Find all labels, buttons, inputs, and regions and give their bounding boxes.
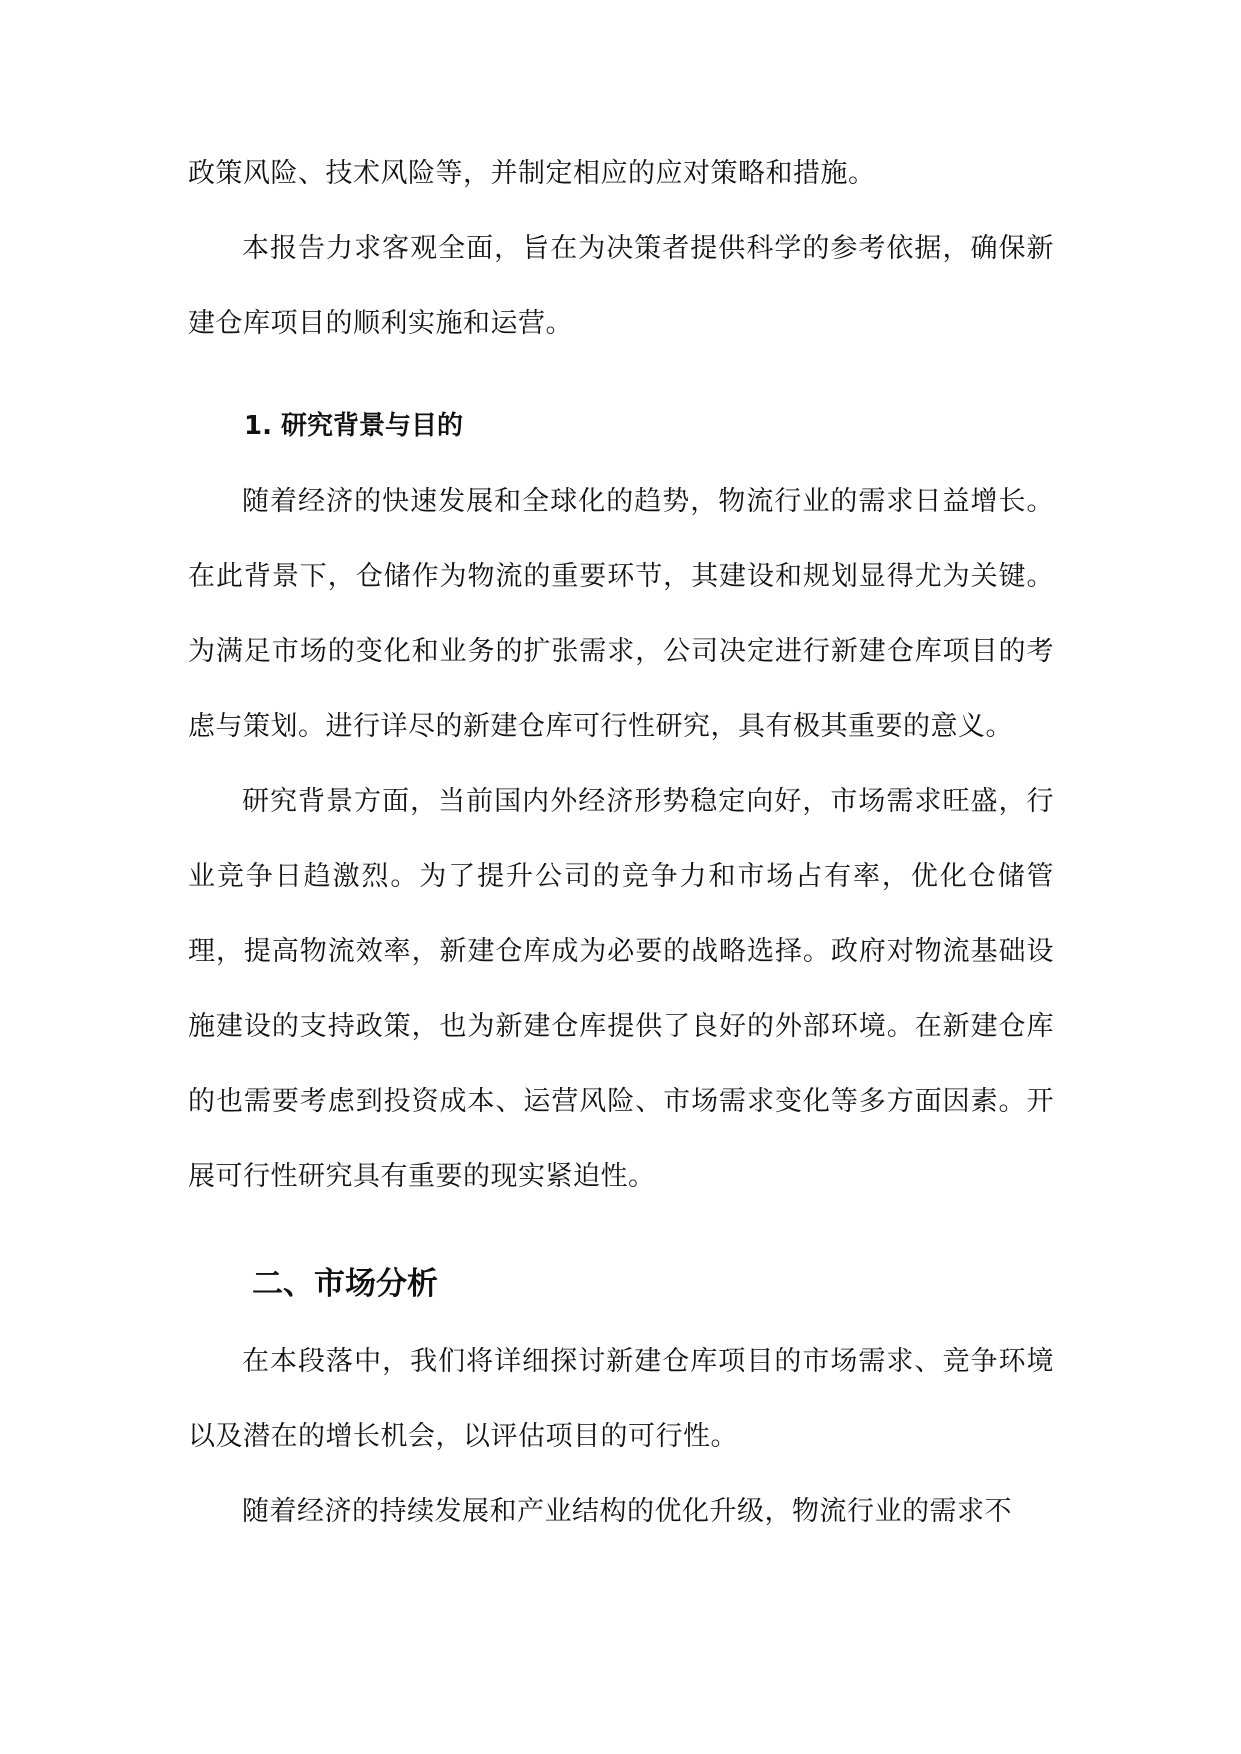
section-heading-research-background: 1. 研究背景与目的	[244, 411, 464, 441]
paragraph-report-purpose: 本报告力求客观全面，旨在为决策者提供科学的参考依据，确保新建仓库项目的顺利实施和运营。	[188, 233, 1054, 339]
paragraph-background-2: 研究背景方面，当前国内外经济形势稳定向好，市场需求旺盛，行业竞争日趋激烈。为了提升公司的竞争力和市场占有率，优化仓储管理，提高物流效率，新建仓库成为必要的战略选择。政府对物流基础设施建设的支持政策，也为新建仓库提供了良好的外部环境。在新建仓库的也需要考虑到投资成本、运营风险、市场需求变化等多方面因素。开展可行性研究具有重要的现实紧迫性。	[188, 786, 1054, 1192]
paragraph-market-2: 随着经济的持续发展和产业结构的优化升级，物流行业的需求不	[242, 1496, 1012, 1527]
section-heading-market-analysis: 二、市场分析	[252, 1266, 438, 1302]
paragraph-market-1: 在本段落中，我们将详细探讨新建仓库项目的市场需求、竞争环境以及潜在的增长机会，以评估项目的可行性。	[188, 1346, 1054, 1452]
document-body	[188, 136, 1054, 1549]
paragraph-continuation: 政策风险、技术风险等，并制定相应的应对策略和措施。	[188, 158, 876, 189]
paragraph-background-1: 随着经济的快速发展和全球化的趋势，物流行业的需求日益增长。在此背景下，仓储作为物流的重要环节，其建设和规划显得尤为关键。为满足市场的变化和业务的扩张需求，公司决定进行新建仓库项目的考虑与策划。进行详尽的新建仓库可行性研究，具有极其重要的意义。	[188, 486, 1054, 742]
